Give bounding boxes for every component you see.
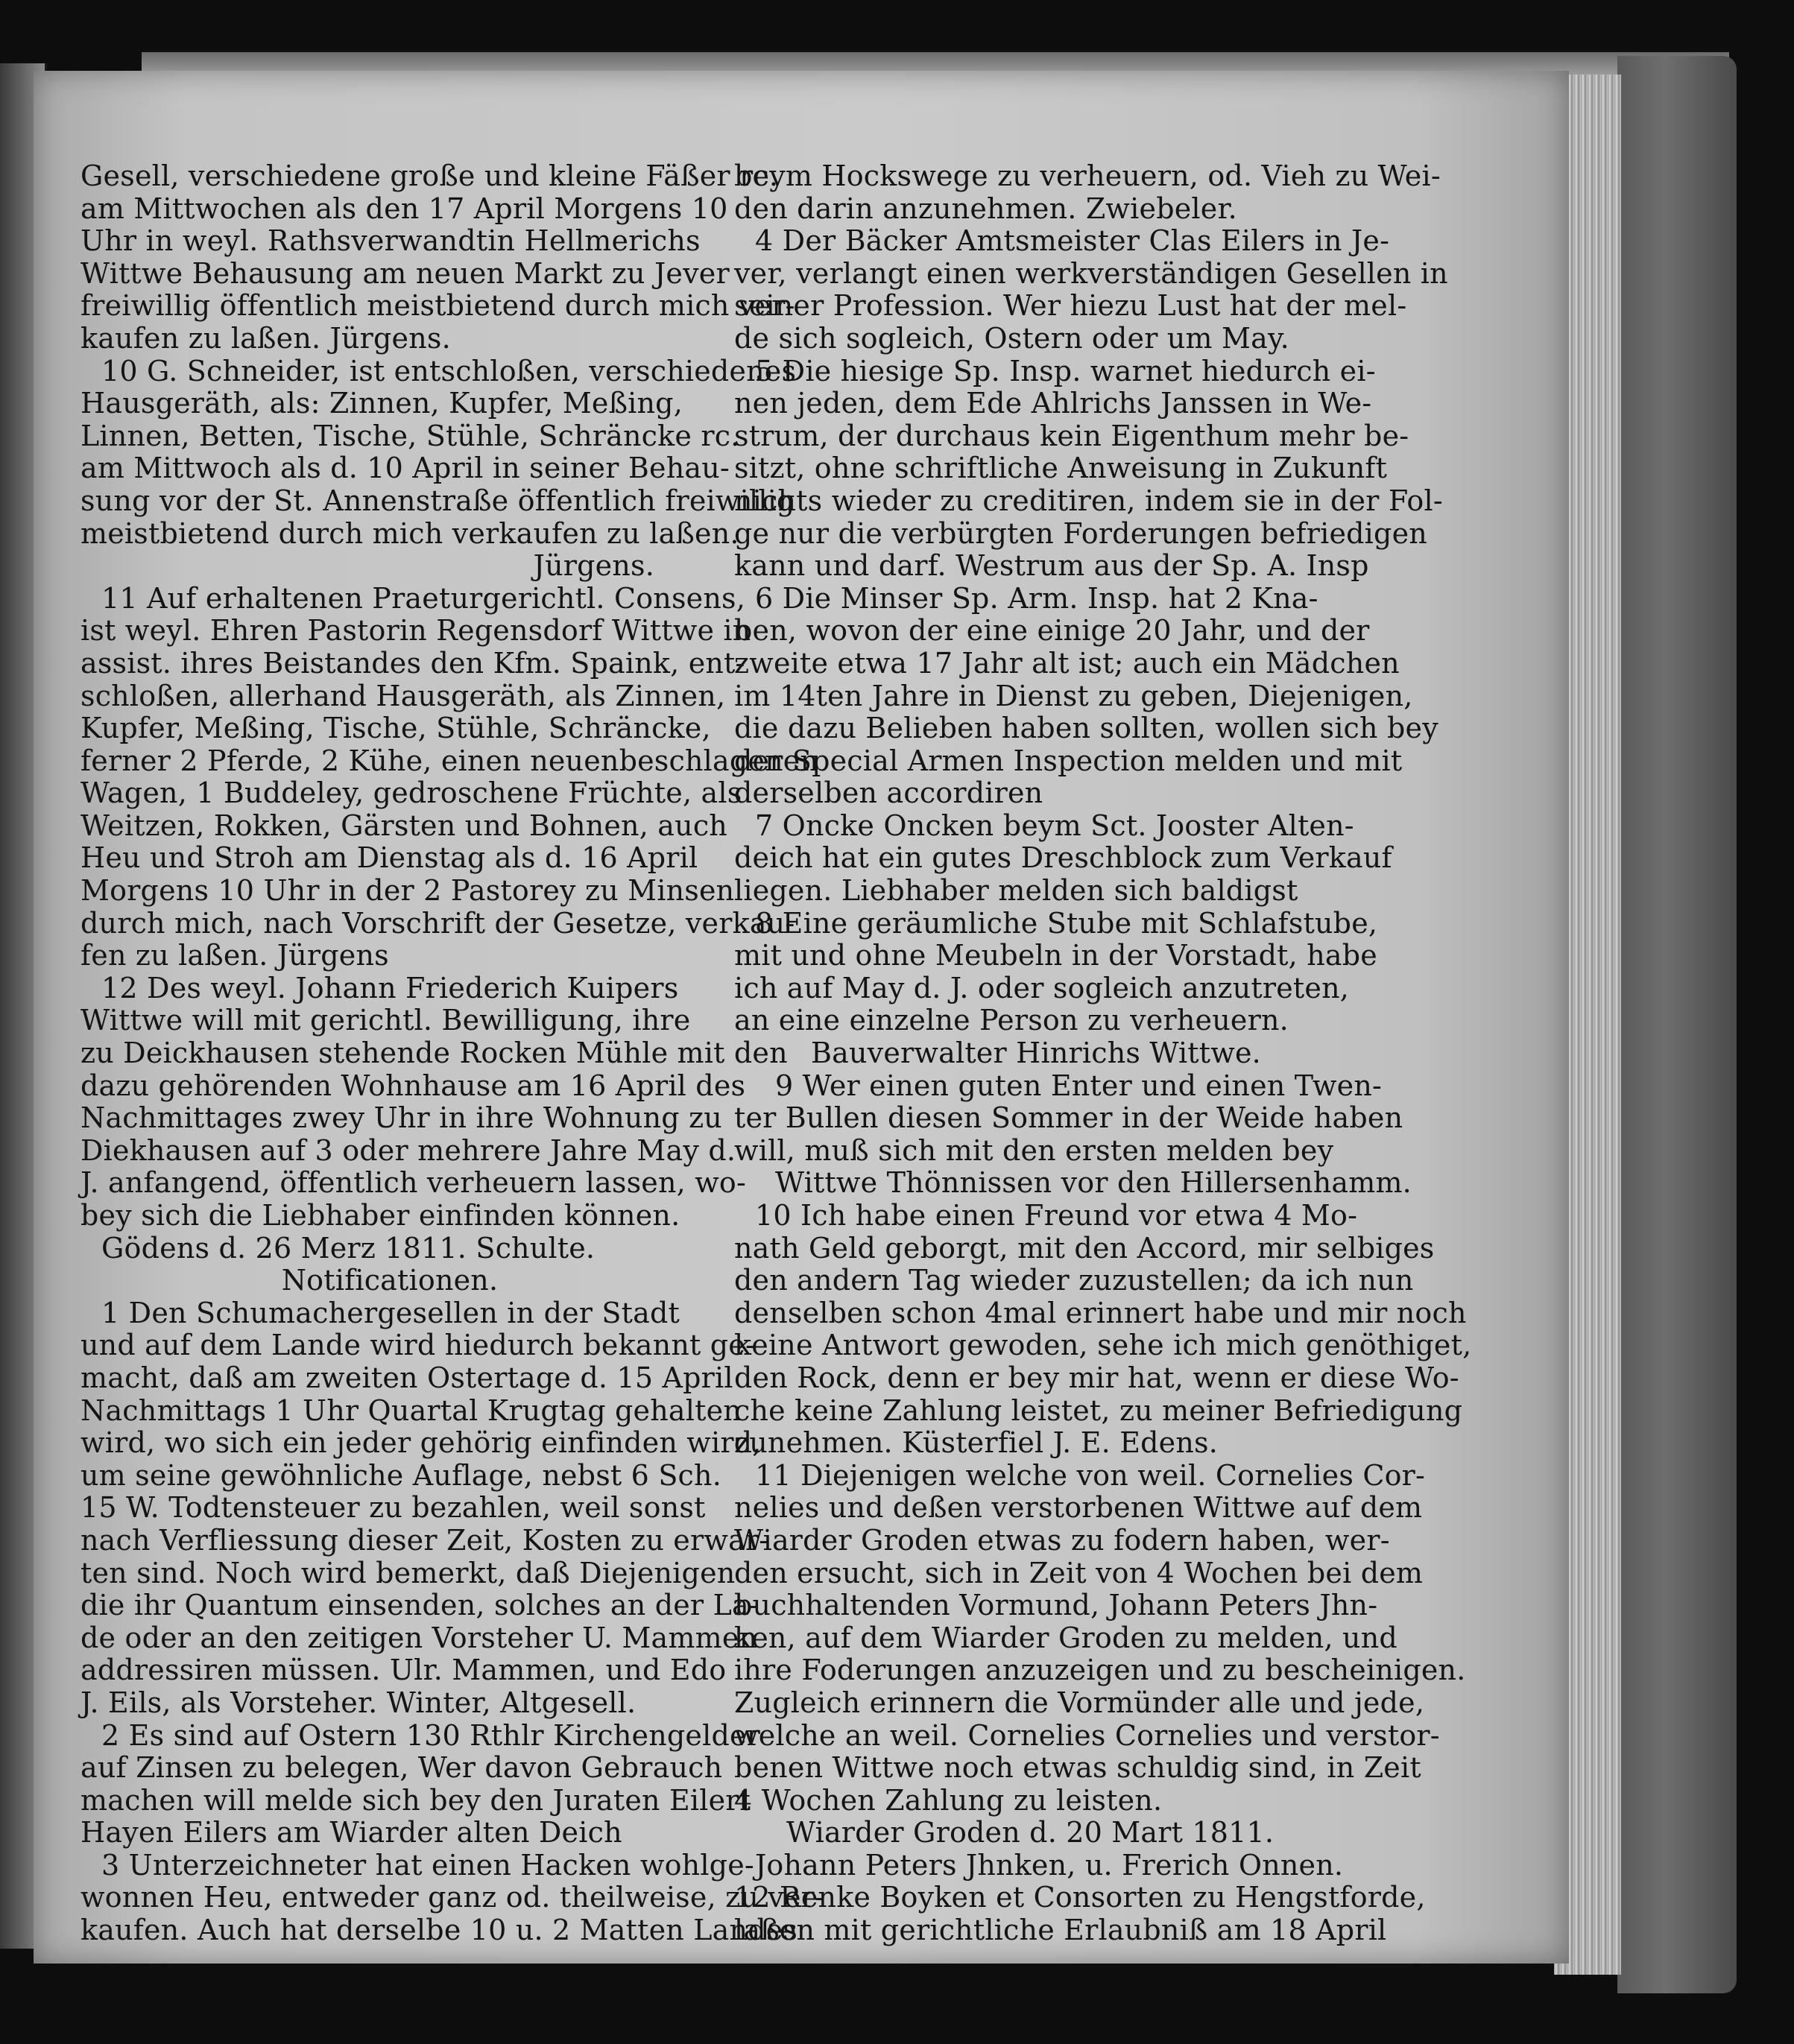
right-column-line: ver, verlangt einen werkverständigen Gesellen in [734, 256, 1448, 290]
left-column-line: Hayen Eilers am Wiarder alten Deich [80, 1816, 622, 1850]
right-column-line: 7 Oncke Oncken beym Sct. Jooster Alten- [755, 809, 1354, 842]
left-column-line: Gesell, verschiedene große und kleine Fäßer rc. [80, 159, 779, 192]
right-column-line: derselben accordiren [734, 776, 1043, 810]
left-column-line: Nachmittags 1 Uhr Quartal Krugtag gehalten [80, 1393, 742, 1427]
left-column-line: addressiren müssen. Ulr. Mammen, und Edo [80, 1654, 727, 1687]
left-column-line: Hausgeräth, als: Zinnen, Kupfer, Meßing, [80, 387, 683, 420]
right-column-line: 4 Wochen Zahlung zu leisten. [734, 1783, 1163, 1817]
right-column-line: keine Antwort gewoden, sehe ich mich genöthiget, [734, 1329, 1472, 1362]
left-column-line: wird, wo sich ein jeder gehörig einfinden wird, [80, 1426, 762, 1460]
left-column-line: Morgens 10 Uhr in der 2 Pastorey zu Minsen [80, 874, 735, 908]
right-column-line: Bauverwalter Hinrichs Wittwe. [811, 1037, 1261, 1070]
left-column-line: 12 Des weyl. Johann Friederich Kuipers [101, 971, 679, 1004]
left-column-line: dazu gehörenden Wohnhause am 16 April des [80, 1069, 746, 1102]
right-column-line: Wittwe Thönnissen vor den Hillersenhamm. [775, 1166, 1412, 1200]
right-column-line: 12 Renke Boyken et Consorten zu Hengstforde, [734, 1881, 1426, 1914]
left-column-line: Wittwe Behausung am neuen Markt zu Jever [80, 256, 730, 290]
left-column-line: J. Eils, als Vorsteher. Winter, Altgesell. [80, 1686, 637, 1719]
right-column-line: 5 Die hiesige Sp. Insp. warnet hiedurch ei- [755, 354, 1376, 387]
right-column-line: Wiarder Groden etwas zu fodern haben, wer- [734, 1523, 1390, 1557]
right-column-line: 9 Wer einen guten Enter und einen Twen- [775, 1069, 1383, 1102]
left-column-line: 11 Auf erhaltenen Praeturgerichtl. Consens, [101, 581, 746, 615]
right-column-line: den darin anzunehmen. Zwiebeler. [734, 192, 1237, 225]
left-column-line: zu Deickhausen stehende Rocken Mühle mit den [80, 1037, 788, 1070]
right-column-line: ihre Foderungen anzuzeigen und zu bescheinigen. [734, 1654, 1466, 1687]
left-column-line: Wagen, 1 Buddeley, gedroschene Früchte, als [80, 776, 742, 810]
left-column-line: wonnen Heu, entweder ganz od. theilweise, zu ver- [80, 1881, 825, 1914]
right-column-line: ben, wovon der eine einige 20 Jahr, und der [734, 614, 1370, 648]
right-column-line: kann und darf. Westrum aus der Sp. A. Insp [734, 549, 1369, 583]
left-column-line: ferner 2 Pferde, 2 Kühe, einen neuenbeschlagenen [80, 744, 819, 777]
left-column-line: die ihr Quantum einsenden, solches an der La- [80, 1589, 759, 1622]
right-column-line: nath Geld geborgt, mit den Accord, mir selbiges [734, 1231, 1435, 1265]
right-column-line: den ersucht, sich in Zeit von 4 Wochen bei dem [734, 1556, 1424, 1589]
right-text-column [734, 159, 1472, 1947]
left-column-line: Diekhausen auf 3 oder mehrere Jahre May d. [80, 1133, 736, 1167]
right-column-line: mit und ohne Meubeln in der Vorstadt, habe [734, 939, 1377, 972]
left-column-line: 15 W. Todtensteuer zu bezahlen, weil sonst [80, 1491, 706, 1525]
left-column-line: 3 Unterzeichneter hat einen Hacken wohlge- [101, 1848, 754, 1882]
right-column-line: ken, auf dem Wiarder Groden zu melden, und [734, 1621, 1397, 1654]
right-column-line: der Special Armen Inspection melden und mit [734, 744, 1403, 777]
right-column-line: ter Bullen diesen Sommer in der Weide haben [734, 1101, 1403, 1135]
left-column-line: bey sich die Liebhaber einfinden können. [80, 1199, 680, 1232]
right-column-line: 8 Eine geräumliche Stube mit Schlafstube, [755, 906, 1378, 940]
left-column-line: Linnen, Betten, Tische, Stühle, Schräncke rc. [80, 419, 740, 452]
right-column-line: beym Hockswege zu verheuern, od. Vieh zu Wei- [734, 159, 1441, 192]
left-column-line: meistbietend durch mich verkaufen zu laßen. [80, 516, 739, 550]
right-column-line: die dazu Belieben haben sollten, wollen sich bey [734, 712, 1438, 745]
right-column-line: de sich sogleich, Ostern oder um May. [734, 321, 1289, 355]
right-column-line: 11 Diejenigen welche von weil. Cornelies Cor- [755, 1458, 1426, 1492]
left-column-line: Kupfer, Meßing, Tische, Stühle, Schräncke, [80, 712, 711, 745]
right-column-line: ge nur die verbürgten Forderungen befriedigen [734, 516, 1427, 550]
left-column-line: kaufen. Auch hat derselbe 10 u. 2 Matten Landes [80, 1914, 798, 1947]
left-column-line: kaufen zu laßen. Jürgens. [80, 321, 451, 355]
left-column-line: freiwillig öffentlich meistbietend durch mich ver- [80, 289, 795, 323]
right-column-line: zweite etwa 17 Jahr alt ist; auch ein Mädchen [734, 646, 1400, 680]
right-column-line: im 14ten Jahre in Dienst zu geben, Diejenigen, [734, 679, 1413, 712]
right-column-line: 4 Der Bäcker Amtsmeister Clas Eilers in Je- [755, 224, 1390, 258]
right-column-line: benen Wittwe noch etwas schuldig sind, in Zeit [734, 1751, 1421, 1785]
right-column-line: an eine einzelne Person zu verheuern. [734, 1004, 1289, 1037]
left-column-line: machen will melde sich bey den Juraten Eilert [80, 1783, 751, 1817]
left-column-line: ten sind. Noch wird bemerkt, daß Diejenigen [80, 1556, 736, 1589]
right-column-line: 10 Ich habe einen Freund vor etwa 4 Mo- [755, 1199, 1358, 1232]
right-column-line: strum, der durchaus kein Eigenthum mehr be- [734, 419, 1409, 452]
right-column-line: che keine Zahlung leistet, zu meiner Befriedigung [734, 1393, 1463, 1427]
right-column-line: will, muß sich mit den ersten melden bey [734, 1133, 1334, 1167]
left-column-line: Weitzen, Rokken, Gärsten und Bohnen, auch [80, 809, 727, 842]
right-column-line: sitzt, ohne schriftliche Anweisung in Zukunft [734, 452, 1388, 485]
right-column-line: liegen. Liebhaber melden sich baldigst [734, 874, 1298, 908]
left-column-line: assist. ihres Beistandes den Kfm. Spaink, ent- [80, 646, 745, 680]
left-column-line: ist weyl. Ehren Pastorin Regensdorf Wittwe in [80, 614, 751, 648]
right-column-line: deich hat ein gutes Dreschblock zum Verkauf [734, 841, 1392, 875]
right-column-line: 6 Die Minser Sp. Arm. Insp. hat 2 Kna- [755, 581, 1318, 615]
right-column-line: Johann Peters Jhnken, u. Frerich Onnen. [755, 1848, 1344, 1882]
right-column-line: zunehmen. Küsterfiel J. E. Edens. [734, 1426, 1219, 1460]
left-column-line: am Mittwoch als d. 10 April in seiner Behau- [80, 452, 730, 485]
left-column-line: 1 Den Schumachergesellen in der Stadt [101, 1296, 680, 1329]
right-column-line: denselben schon 4mal erinnert habe und mir noch [734, 1296, 1467, 1329]
left-column-line: Nachmittages zwey Uhr in ihre Wohnung zu [80, 1101, 722, 1135]
left-column-line: de oder an den zeitigen Vorsteher U. Mammen [80, 1621, 758, 1654]
right-column-line: nen jeden, dem Ede Ahlrichs Janssen in We- [734, 387, 1372, 420]
right-column-line: nichts wieder zu creditiren, indem sie in der Fol- [734, 484, 1443, 517]
left-column-line: auf Zinsen zu belegen, Wer davon Gebrauch [80, 1751, 723, 1785]
left-column-line: um seine gewöhnliche Auflage, nebst 6 Sch. [80, 1458, 721, 1492]
right-column-line: den andern Tag wieder zuzustellen; da ich nun [734, 1264, 1414, 1297]
right-column-line: ich auf May d. J. oder sogleich anzutreten, [734, 971, 1350, 1004]
left-column-line: 2 Es sind auf Ostern 130 Rthlr Kirchengelder [101, 1718, 761, 1752]
left-column-line: durch mich, nach Vorschrift der Gesetze, verkau- [80, 906, 795, 940]
right-column-line: nelies und deßen verstorbenen Wittwe auf dem [734, 1491, 1423, 1525]
left-column-line: 10 G. Schneider, ist entschloßen, verschiedenes [101, 354, 797, 387]
right-column-line: seiner Profession. Wer hiezu Lust hat der mel- [734, 289, 1407, 323]
left-column-line: nach Verfliessung dieser Zeit, Kosten zu erwar- [80, 1523, 769, 1557]
right-column-line: welche an weil. Cornelies Cornelies und verstor- [734, 1718, 1440, 1752]
left-text-column [80, 159, 825, 1947]
left-column-line: fen zu laßen. Jürgens [80, 939, 389, 972]
right-column-line: buchhaltenden Vormund, Johann Peters Jhn- [734, 1589, 1378, 1622]
left-column-line: J. anfangend, öffentlich verheuern lassen, wo- [80, 1166, 747, 1200]
left-column-line: Gödens d. 26 Merz 1811. Schulte. [101, 1231, 596, 1265]
right-column-line: laßen mit gerichtliche Erlaubniß am 18 April [734, 1914, 1387, 1947]
right-column-line: den Rock, denn er bey mir hat, wenn er diese Wo- [734, 1361, 1459, 1394]
left-column-line: Uhr in weyl. Rathsverwandtin Hellmerichs [80, 224, 701, 258]
left-column-line: sung vor der St. Annenstraße öffentlich freiwillig [80, 484, 795, 517]
left-column-line: schloßen, allerhand Hausgeräth, als Zinnen, [80, 679, 726, 712]
left-column-line: Jürgens. [533, 549, 654, 583]
left-column-line: macht, daß am zweiten Ostertage d. 15 April [80, 1361, 733, 1394]
left-column-line: Heu und Stroh am Dienstag als d. 16 April [80, 841, 698, 875]
left-column-line: und auf dem Lande wird hiedurch bekannt ge- [80, 1329, 756, 1362]
book-cover [1617, 56, 1737, 1993]
right-column-line: Zugleich erinnern die Vormünder alle und jede, [734, 1686, 1425, 1719]
left-column-line: Wittwe will mit gerichtl. Bewilligung, ihre [80, 1004, 691, 1037]
right-column-line: Wiarder Groden d. 20 Mart 1811. [786, 1816, 1275, 1850]
left-column-line: am Mittwochen als den 17 April Morgens 10 [80, 192, 728, 225]
left-column-line: Notificationen. [281, 1264, 499, 1297]
